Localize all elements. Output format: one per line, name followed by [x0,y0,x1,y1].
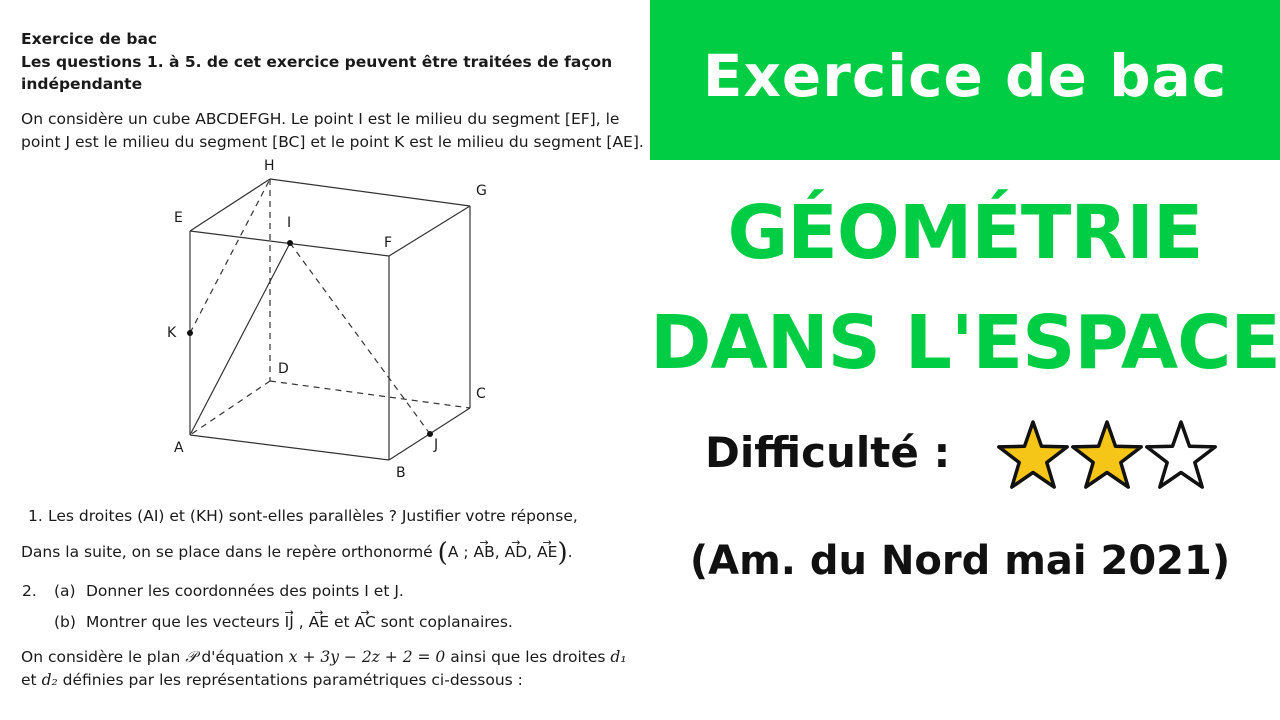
q2b-text: Montrer que les vecteurs → IJ , → AE et → AC sont coplanaires. [86,612,513,633]
label-H: H [264,158,275,174]
label-I: I [287,215,292,231]
point-K [187,330,193,336]
segment-AI [190,243,290,435]
repere-vec-AB: → AB [474,542,495,563]
difficulty-stars [995,418,1225,498]
repere-line: Dans la suite, on se place dans le repère orthonormé (A ; → AB, → AD, → AE). [21,542,573,564]
intro-line2: point J est le milieu du segment [BC] et le point K est le milieu du segment [AE]. [21,133,644,151]
label-G: G [476,183,487,199]
edge-HE [190,179,270,231]
exercise-subheading-line1: Les questions 1. à 5. de cet exercice peuvent être traitées de façon [21,53,613,71]
q1-number: 1. [28,507,43,525]
q2b-vec-AC: → AC [355,612,376,633]
plan-text-c: ainsi que les droites [450,648,606,666]
q2b-pre: Montrer que les vecteurs [86,613,280,631]
label-J: J [434,437,439,453]
edge-FG [389,206,470,256]
line-d1: d₁ [610,648,627,666]
exercise-heading: Exercice de bac [21,30,158,48]
plan-line1 [21,647,627,668]
banner-title: Exercice de bac [702,42,1228,110]
repere-paren-close: ) [557,538,568,568]
q1-text: Les droites (AI) et (KH) sont-elles parallèles ? Justifier votre réponse, [48,507,578,525]
label-B: B [396,465,406,481]
plan-equation: x + 3y − 2z + 2 = 0 [288,648,446,666]
plan-symbol: 𝒫 [185,648,197,666]
topic-line1: GÉOMÉTRIE [727,190,1203,276]
q2-number: 2. [22,582,37,600]
cube-figure [0,0,650,490]
q2b-mid: et [333,613,350,631]
q2a-text: Donner les coordonnées des points I et J. [86,582,404,600]
topic-line2: DANS L'ESPACE [650,300,1280,386]
difficulty-label: Difficulté : [705,428,951,477]
star-empty-icon [1147,422,1215,487]
repere-vec-AE: → AE [537,542,557,563]
label-C: C [476,386,486,402]
segment-KH [190,179,270,333]
title-banner [650,0,1280,160]
q2a-tag: (a) [54,582,76,600]
star-filled-icon [1073,422,1141,487]
edge-GH [270,179,470,206]
plan-text-d: définies par les représentations paramétriques ci-dessous : [62,671,523,689]
line-d2: d₂ [41,671,58,689]
edge-DC [270,381,470,408]
plan-text-b: d'équation [201,648,284,666]
q2b-tag: (b) [54,613,76,631]
exam-source: (Am. du Nord mai 2021) [689,538,1231,584]
label-E: E [174,210,183,226]
edge-DA [190,381,270,435]
point-J [427,431,433,437]
label-F: F [384,235,393,251]
plan-text-a: On considère le plan [21,648,181,666]
intro-line1: On considère un cube ABCDEFGH. Le point I est le milieu du segment [EF], le [21,110,620,128]
segment-IJ [290,243,430,434]
plan-text-and: et [21,671,37,689]
label-K: K [167,325,177,341]
q2b-post: sont coplanaires. [380,613,513,631]
star-filled-icon [999,422,1067,487]
label-A: A [174,440,184,456]
exercise-subheading-line2: indépendante [21,75,143,93]
edge-AB [190,435,389,460]
repere-vec-AD: → AD [505,542,528,563]
q2b-vec-AE: → AE [309,612,329,633]
plan-line2 [21,670,523,691]
q2b-vec-IJ: → IJ [285,612,294,633]
repere-text: Dans la suite, on se place dans le repère orthonormé [21,543,433,561]
label-D: D [278,361,289,377]
repere-paren-open: ( [437,538,448,568]
point-I [287,240,293,246]
repere-origin: A ; [447,543,469,561]
